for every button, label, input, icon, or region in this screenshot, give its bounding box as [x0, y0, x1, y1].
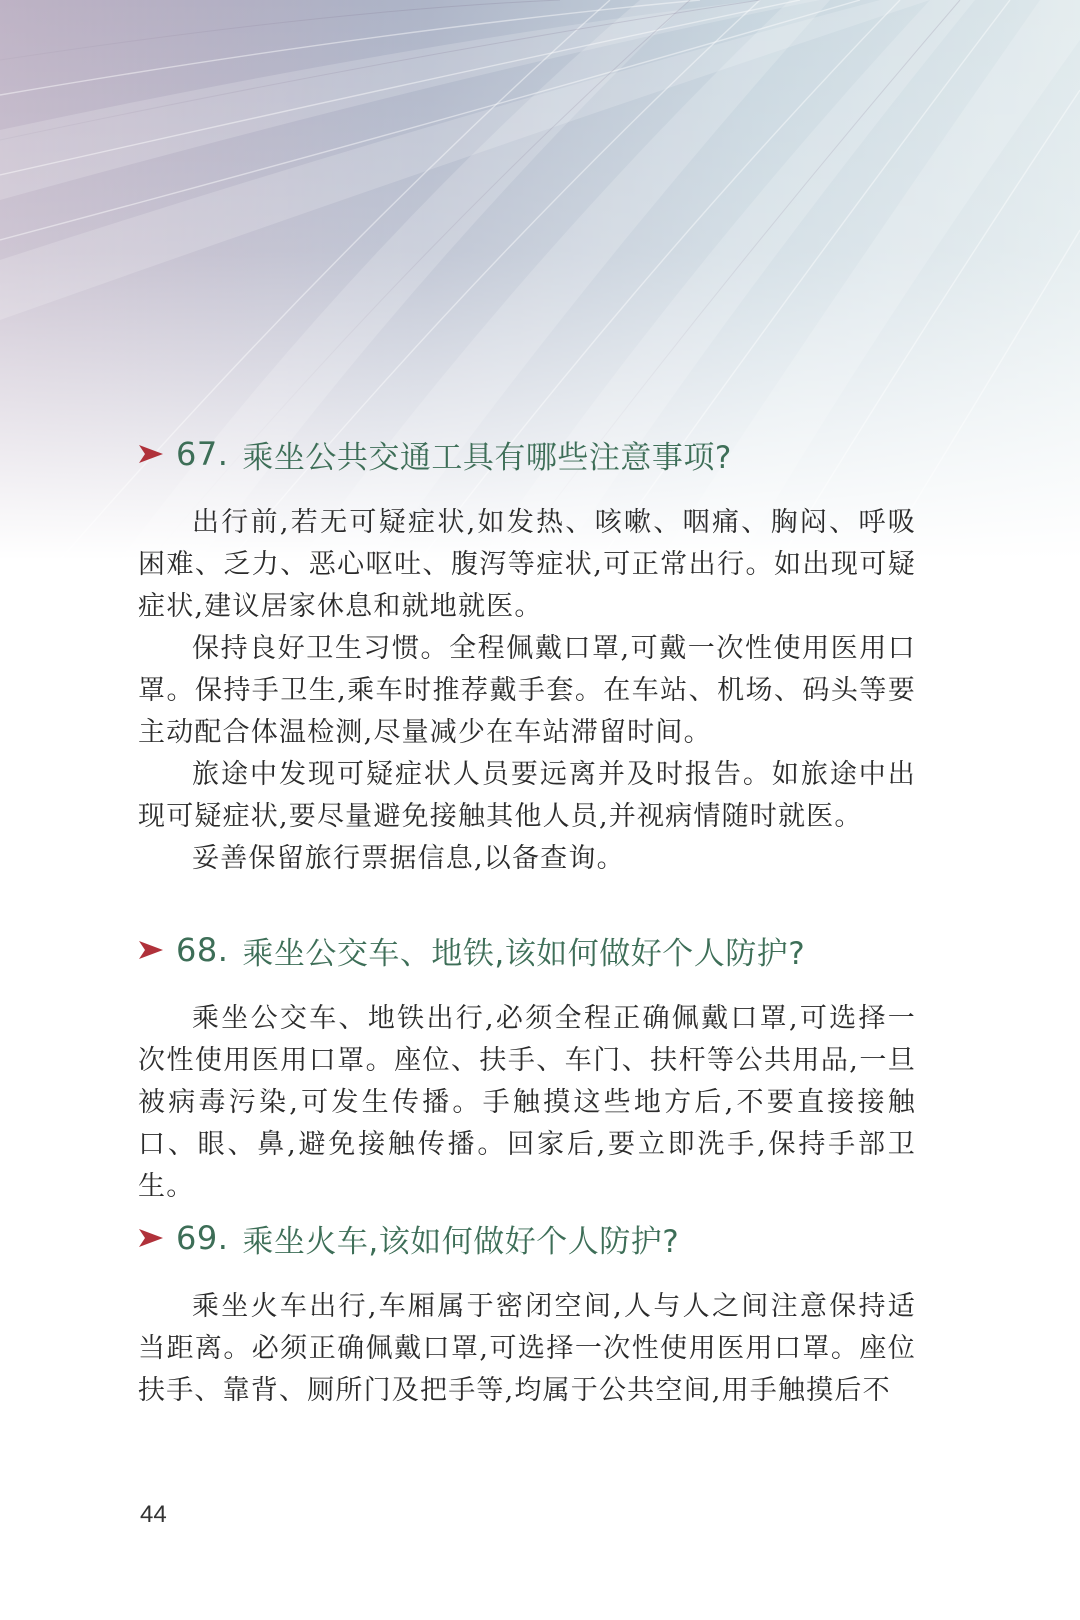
arrow-bullet-icon: [138, 939, 164, 961]
section-body-68: [138, 998, 916, 1208]
page-number: 44: [140, 1501, 167, 1528]
section-body-69: [138, 1286, 916, 1412]
arrow-bullet-icon: [138, 1227, 164, 1249]
section-body-67: [138, 502, 916, 880]
paragraph: 旅途中发现可疑症状人员要远离并及时报告。如旅途中出现可疑症状,要尽量避免接触其他人员,并视病情随时就医。: [138, 759, 916, 832]
section-title: 乘坐火车,该如何做好个人防护?: [242, 1223, 680, 1260]
paragraph: 乘坐火车出行,车厢属于密闭空间,人与人之间注意保持适当距离。必须正确佩戴口罩,可选择一次性使用医用口罩。座位扶手、靠背、厕所门及把手等,均属于公共空间,用手触摸后不: [138, 1291, 916, 1406]
section-title: 乘坐公共交通工具有哪些注意事项?: [242, 439, 732, 476]
paragraph: 保持良好卫生习惯。全程佩戴口罩,可戴一次性使用医用口罩。保持手卫生,乘车时推荐戴手套。在车站、机场、码头等要主动配合体温检测,尽量减少在车站滞留时间。: [138, 633, 916, 748]
paragraph: 出行前,若无可疑症状,如发热、咳嗽、咽痛、胸闷、呼吸困难、乏力、恶心呕吐、腹泻等症状,可正常出行。如出现可疑症状,建议居家休息和就地就医。: [138, 507, 916, 622]
section-heading-67: [138, 429, 732, 479]
section-number: 68.: [176, 931, 229, 969]
section-heading-69: [138, 1213, 679, 1263]
arrow-bullet-icon: [138, 443, 164, 465]
section-number: 69.: [176, 1219, 229, 1257]
paragraph: 妥善保留旅行票据信息,以备查询。: [192, 843, 625, 874]
section-heading-68: [138, 925, 805, 975]
section-title: 乘坐公交车、地铁,该如何做好个人防护?: [242, 935, 806, 972]
section-number: 67.: [176, 435, 229, 473]
paragraph: 乘坐公交车、地铁出行,必须全程正确佩戴口罩,可选择一次性使用医用口罩。座位、扶手、车门、扶杆等公共用品,一旦被病毒污染,可发生传播。手触摸这些地方后,不要直接接触口、眼、鼻,避免接触传播。回家后,要立即洗手,保持手部卫生。: [138, 1003, 916, 1202]
